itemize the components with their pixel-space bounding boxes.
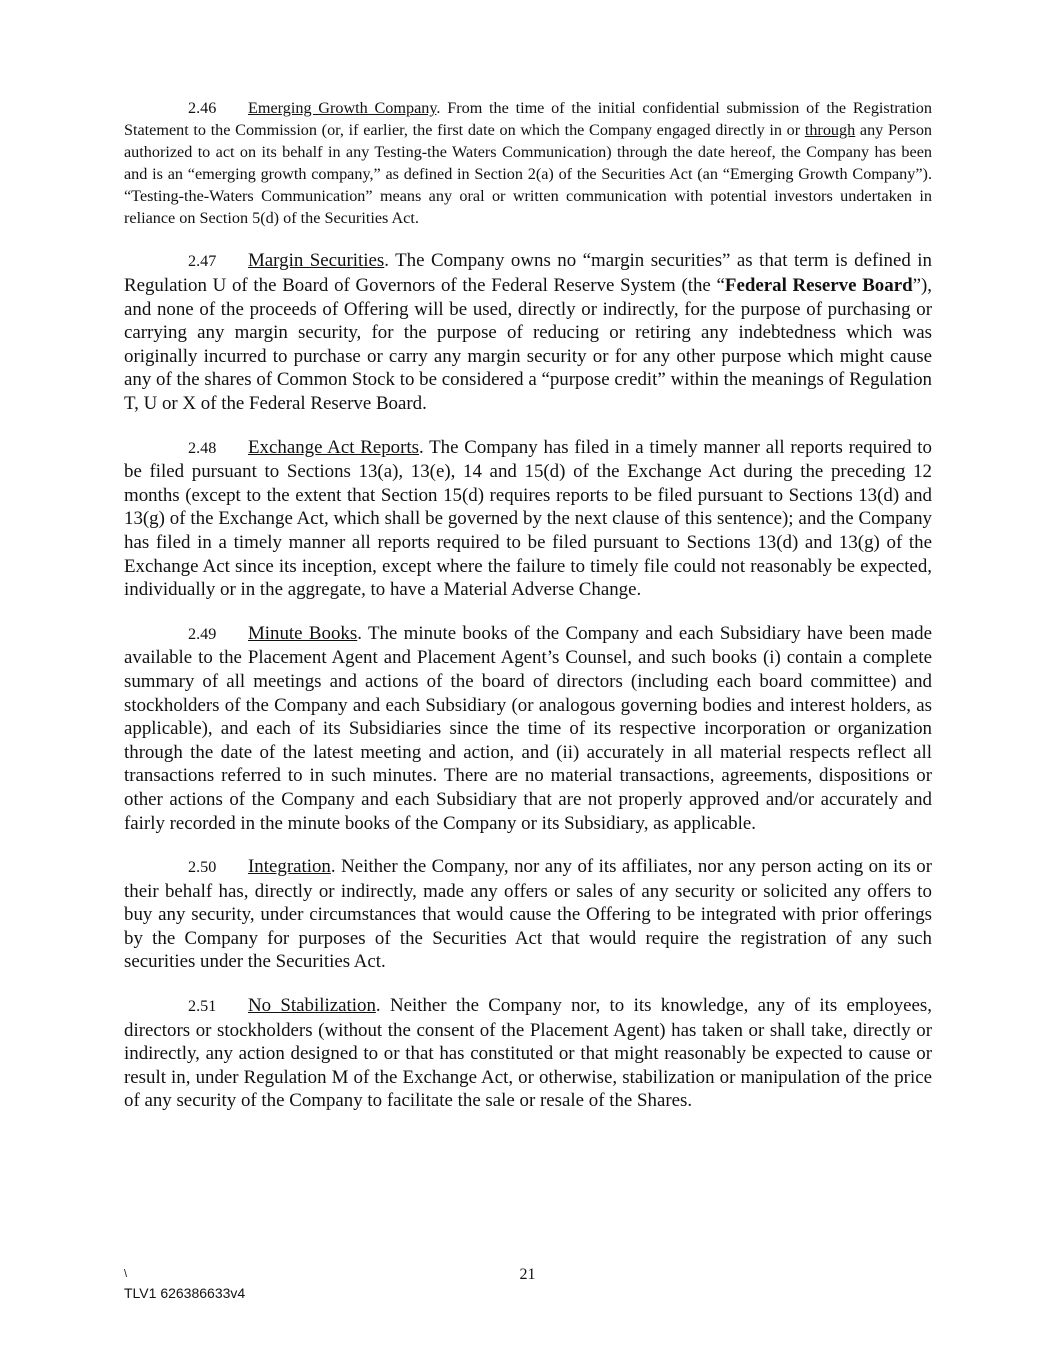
document-body xyxy=(124,98,932,1133)
section-text: . From the time of the initial confidential submission of the Registration Statement to the Commission (or, if earlier, the first date on which the Company engaged directly in or xyxy=(124,99,932,139)
section-2-46 xyxy=(124,98,932,229)
section-text: . Neither the Company nor, to its knowledge, any of its employees, directors or stockholders (without the consent of the Placement Agent) has taken or shall take, directly or indirectly, any action designed to or that has constituted or that might reasonably be expected to cause or result in, under Regulation M of the Exchange Act, or otherwise, stabilization or manipulation of the price of any security of the Company to facilitate the sale or resale of the Shares. xyxy=(124,995,932,1112)
section-number: 2.48 xyxy=(188,438,217,457)
section-heading: Margin Securities xyxy=(248,250,385,272)
footer-mark: \ xyxy=(124,1268,128,1280)
section-text: . The Company has filed in a timely manner all reports required to be filed pursuant to Sections 13(a), 13(e), 14 and 15(d) of the Exchange Act during the preceding 12 months (except to the extent that Section 15(d) requires reports to be filed pursuant to Sections 13(d) and 13(g) of the Exchange Act, which shall be governed by the next clause of this sentence); and the Company has filed in a timely manner all reports required to be filed pursuant to Sections 13(d) and 13(g) of the Exchange Act since its inception, except where the failure to timely file could not reasonably be expected, individually or in the aggregate, to have a Material Adverse Change. xyxy=(124,436,932,601)
section-number: 2.46 xyxy=(188,99,217,117)
section-2-51 xyxy=(124,994,932,1113)
section-number: 2.47 xyxy=(188,252,217,271)
section-heading: Integration xyxy=(248,856,331,878)
section-text: . The minute books of the Company and each Subsidiary have been made available to the Placement Agent and Placement Agent’s Counsel, and such books (i) contain a complete summary of all meetings and actions of the board of directors (including each board committee) and stockholders of the Company and each Subsidiary (or analogous governing bodies and interest holders, as applicable), and each of its Subsidiaries since the time of its respective incorporation or organization through the date of the latest meeting and action, and (ii) accurately in all material respects reflect all transactions referred to in such minutes. There are no material transactions, agreements, dispositions or other actions of the Company and each Subsidiary that are not properly approved and/or accurately and fairly recorded in the minute books of the Company or its Subsidiary, as applicable. xyxy=(124,622,932,834)
defined-term: Federal Reserve Board xyxy=(724,275,913,297)
section-2-50 xyxy=(124,855,932,974)
section-text: any Person authorized to act on its behalf in any Testing-the Waters Communication) through the date hereof, the Company has been and is an “emerging growth company,” as defined in Section 2(a) of the Securities Act (an “Emerging Growth Company”). “Testing-the-Waters Communication” means any oral or written communication with potential investors undertaken in reliance on Section 5(d) of the Securities Act. xyxy=(124,120,933,227)
section-heading: Emerging Growth Company xyxy=(248,99,437,117)
section-text: ”), and none of the proceeds of Offering will be used, directly or indirectly, for the purpose of purchasing or carrying any margin security, for the purpose of reducing or retiring any indebtedness which was originally incurred to purchase or carry any margin security or for any other purpose which might cause any of the shares of Common Stock to be considered a “purpose credit” within the meanings of Regulation T, U or X of the Federal Reserve Board. xyxy=(124,275,932,414)
section-number: 2.49 xyxy=(188,624,217,643)
section-number: 2.51 xyxy=(188,997,217,1016)
page-number: 21 xyxy=(519,1266,536,1283)
section-number: 2.50 xyxy=(188,858,217,877)
section-heading: No Stabilization xyxy=(248,995,376,1017)
document-id: TLV1 626386633v4 xyxy=(124,1285,246,1301)
section-text: . The Company owns no “margin securities” as that term is defined in Regulation U of the Board of Governors of the Federal Reserve System (the “ xyxy=(124,250,932,297)
underlined-word: through xyxy=(804,120,856,139)
section-heading: Minute Books xyxy=(248,622,358,644)
section-2-48 xyxy=(124,436,932,602)
section-heading: Exchange Act Reports xyxy=(248,436,419,458)
section-text: . Neither the Company, nor any of its affiliates, nor any person acting on its or their behalf has, directly or indirectly, made any offers or sales of any security or solicited any offers to buy any security, under circumstances that would cause the Offering to be integrated with prior offerings by the Company for purposes of the Securities Act that would require the registration of any such securities under the Securities Act. xyxy=(124,856,932,973)
section-2-49 xyxy=(124,622,932,835)
section-2-47 xyxy=(124,249,932,415)
